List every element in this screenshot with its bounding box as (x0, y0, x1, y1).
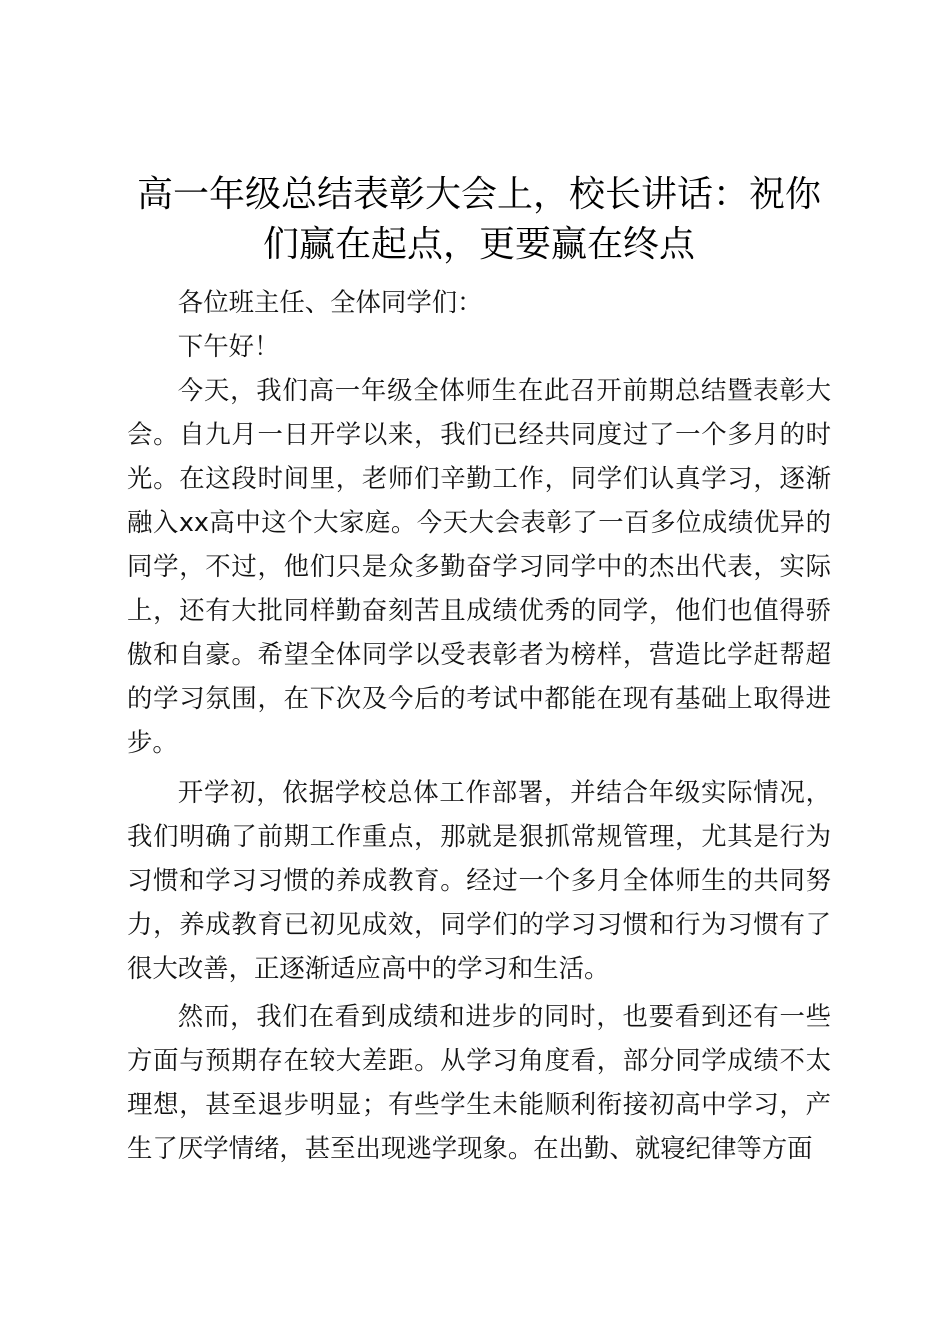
salutation-paragraph: 各位班主任、全体同学们： (177, 287, 483, 317)
greeting-paragraph: 下午好！ (177, 331, 280, 361)
body-paragraph: 然而，我们在看到成绩和进步的同时，也要看到还有一些方面与预期存在较大差距。从学习角度看，部分同学成绩不太理想，甚至退步明显；有些学生未能顺利衔接初高中学习，产生了厌学情绪，甚至出现逃学现象。在出勤、就寝纪律等方面 (127, 1001, 831, 1163)
body-paragraph: 今天，我们高一年级全体师生在此召开前期总结暨表彰大会。自九月一日开学以来，我们已经共同度过了一个多月的时光。在这段时间里，老师们辛勤工作，同学们认真学习，逐渐融入xx高中这个大家庭。今天大会表彰了一百多位成绩优异的同学，不过，他们只是众多勤奋学习同学中的杰出代表，实际上，还有大批同样勤奋刻苦且成绩优秀的同学，他们也值得骄傲和自豪。希望全体同学以受表彰者为榜样，营造比学赶帮超的学习氛围，在下次及今后的考试中都能在现有基础上取得进步。 (127, 375, 831, 757)
body-paragraph: 开学初，依据学校总体工作部署，并结合年级实际情况，我们明确了前期工作重点，那就是狠抓常规管理，尤其是行为习惯和学习习惯的养成教育。经过一个多月全体师生的共同努力，养成教育已初见成效，同学们的学习习惯和行为习惯有了很大改善，正逐渐适应高中的学习和生活。 (127, 777, 831, 983)
document-title: 高一年级总结表彰大会上，校长讲话：祝你们赢在起点，更要赢在终点 (136, 174, 821, 265)
